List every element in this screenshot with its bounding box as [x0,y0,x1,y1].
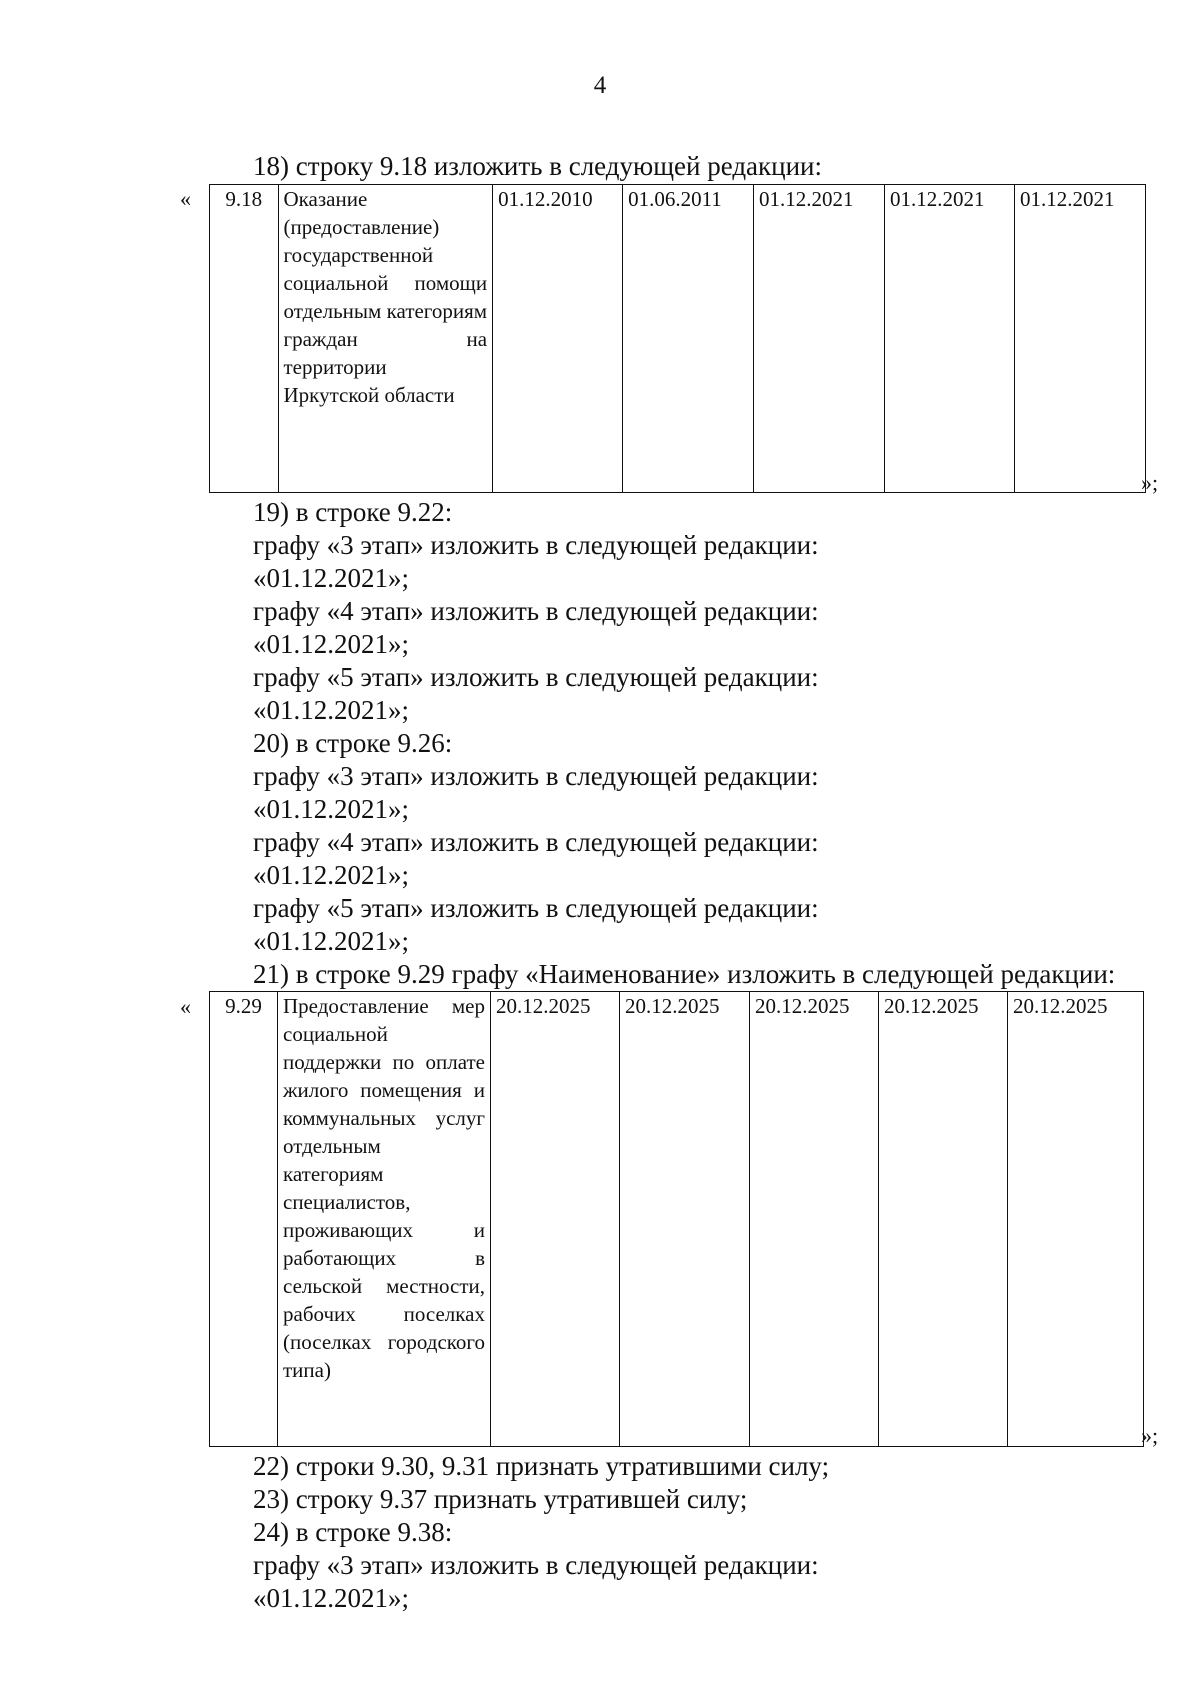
item-20-line: «01.12.2021»; [253,794,410,824]
table-open-quote: « [180,186,191,211]
item-20-line: графу «3 этап» изложить в следующей редакции: [253,761,819,791]
item-19-line: графу «4 этап» изложить в следующей редакции: [253,596,819,626]
row-number-cell: 9.29 [210,992,278,1447]
item-19-line: графу «3 этап» изложить в следующей редакции: [253,530,819,560]
table-close-quote: »; [1141,1423,1159,1448]
item-19-line: «01.12.2021»; [253,563,410,593]
stage-4-date-cell: 20.12.2025 [879,992,1008,1447]
table-close-quote: »; [1141,470,1159,495]
tail-line: 22) строки 9.30, 9.31 признать утратившими силу; [253,1451,830,1481]
tail-line: 24) в строке 9.38: [253,1517,453,1547]
item-20-line: «01.12.2021»; [253,926,410,956]
tail-line: 23) строку 9.37 признать утратившей силу; [253,1484,748,1514]
tail-line: «01.12.2021»; [253,1583,410,1613]
item-19-line: «01.12.2021»; [253,695,410,725]
stage-2-date-cell: 01.06.2011 [623,185,754,493]
stage-5-date-cell: 01.12.2021 [1014,185,1145,493]
row-name-cell: Оказание (предоставление) государственной социальной помощи отдельным категориям граждан на территории Иркутской области [278,185,493,493]
amendment-table-row-9-29 [209,991,1144,1447]
tail-line: графу «3 этап» изложить в следующей редакции: [253,1550,819,1580]
page-number: 4 [593,72,607,99]
stage-1-date-cell: 20.12.2025 [491,992,620,1447]
row-number-cell: 9.18 [210,185,279,493]
item-20-line: «01.12.2021»; [253,860,410,890]
stage-3-date-cell: 20.12.2025 [750,992,879,1447]
table-open-quote: « [180,994,191,1019]
item-21-heading: 21) в строке 9.29 графу «Наименование» изложить в следующей редакции: [253,959,1116,989]
item-18-heading: 18) строку 9.18 изложить в следующей редакции: [253,151,823,181]
item-19-line: 19) в строке 9.22: [253,497,453,527]
item-19-line: графу «5 этап» изложить в следующей редакции: [253,662,819,692]
table-row [210,992,1144,1447]
table-row [210,185,1146,493]
row-name-cell: Предоставление мер социальной поддержки по оплате жилого помещения и коммунальных услуг отдельным категориям специалистов, проживающих и работающих в сельской местности, рабочих поселках (поселках городского типа) [278,992,491,1447]
item-20-line: 20) в строке 9.26: [253,728,453,758]
stage-1-date-cell: 01.12.2010 [493,185,623,493]
item-19-line: «01.12.2021»; [253,629,410,659]
stage-4-date-cell: 01.12.2021 [885,185,1015,493]
item-20-line: графу «5 этап» изложить в следующей редакции: [253,893,819,923]
amendment-table-row-9-18 [209,184,1146,493]
item-20-line: графу «4 этап» изложить в следующей редакции: [253,827,819,857]
stage-5-date-cell: 20.12.2025 [1008,992,1144,1447]
stage-2-date-cell: 20.12.2025 [620,992,750,1447]
stage-3-date-cell: 01.12.2021 [754,185,885,493]
